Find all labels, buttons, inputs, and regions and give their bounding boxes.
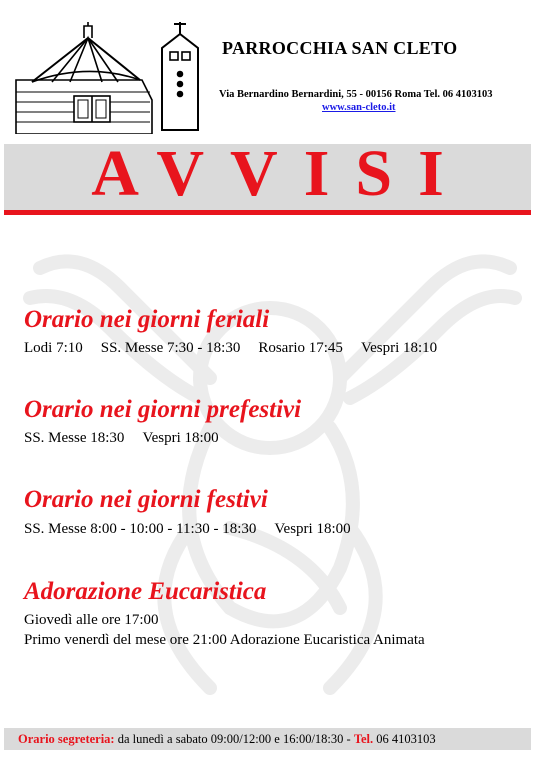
schedule-item: SS. Messe 8:00 - 10:00 - 11:30 - 18:30	[24, 521, 257, 537]
schedule-item: Rosario 17:45	[258, 340, 343, 356]
website-link[interactable]: www.san-cleto.it	[322, 102, 396, 113]
schedule-item: Vespri 18:10	[360, 340, 438, 356]
schedule-item: Vespri 18:00	[274, 521, 351, 537]
parish-title: PARROCCHIA SAN CLETO	[222, 38, 458, 58]
section-title-festivi: Orario nei giorni festivi	[24, 486, 268, 513]
section-line-adorazione-2	[24, 632, 443, 649]
avvisi-banner-title: AVVISI	[91, 137, 470, 210]
footer-tel: 06 4103103	[376, 732, 436, 746]
section-title-feriali: Orario nei giorni feriali	[24, 306, 270, 333]
section-line-adorazione-1	[24, 612, 177, 629]
schedule-item: SS. Messe 18:30	[24, 430, 125, 446]
church-logo-icon	[12, 22, 202, 134]
footer-tel-label: Tel.	[353, 732, 374, 746]
office-hours-label: Orario segreteria:	[18, 732, 115, 746]
schedule-item: SS. Messe 7:30 - 18:30	[100, 340, 241, 356]
section-line-prefestivi	[24, 430, 237, 447]
section-title-prefestivi: Orario nei giorni prefestivi	[24, 396, 302, 423]
schedule-item: Giovedì alle ore 17:00	[24, 612, 159, 628]
office-hours-text: da lunedì a sabato 09:00/12:00 e 16:00/18:30 -	[117, 732, 351, 746]
section-line-feriali	[24, 340, 455, 357]
schedule-item: Vespri 18:00	[142, 430, 219, 446]
section-line-festivi	[24, 521, 369, 538]
schedule-item: Lodi 7:10	[24, 340, 83, 356]
schedule-item: Primo venerdì del mese ore 21:00 Adorazione Eucaristica Animata	[24, 632, 425, 648]
section-title-adorazione: Adorazione Eucaristica	[24, 578, 267, 605]
angel-watermark-icon	[10, 228, 525, 728]
office-hours-footer	[4, 728, 531, 750]
parish-address: Via Bernardino Bernardini, 55 - 00156 Roma Tel. 06 4103103	[219, 89, 493, 100]
